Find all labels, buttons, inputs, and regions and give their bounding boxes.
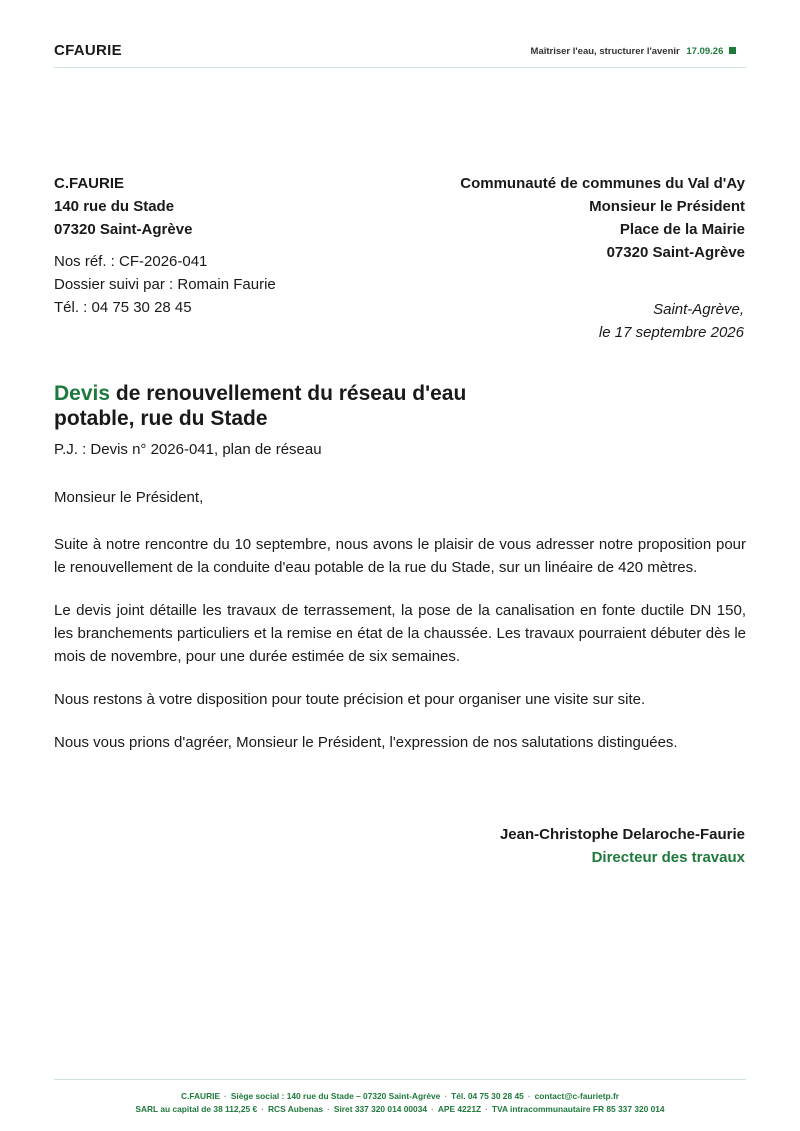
sender-phone: Tél. : 04 75 30 28 45 [54,299,192,316]
header-divider [54,67,746,68]
letter-body [54,486,746,754]
footer-email: contact@c-faurietp.fr [534,1091,620,1101]
letter-date: le 17 septembre 2026 [598,324,744,341]
recipient-city: 07320 Saint-Agrève [606,244,745,261]
recipient-person: Monsieur le Président [589,198,745,215]
sender-city: 07320 Saint-Agrève [54,221,193,238]
legal-footer [54,1090,746,1116]
letter-subject [54,381,514,431]
recipient-street: Place de la Mairie [619,221,745,238]
footer-line-1: C.FAURIE · Siège social : 140 rue du Stade – 07320 Saint-Agrève · Tél. 04 75 30 28 45 · contact@c-faurietp.fr [180,1091,620,1101]
header-date: 17.09.26 [686,46,724,57]
attachments-line: P.J. : Devis n° 2026-041, plan de réseau [54,441,322,458]
signature-block [500,823,745,869]
footer-vat: TVA intracommunautaire FR 85 337 320 014 [491,1104,665,1114]
footer-ape: APE 4221Z [437,1104,482,1114]
letter-place: Saint-Agrève, [653,301,744,318]
sender-address [54,172,192,241]
signatory-name: Jean-Christophe Delaroche-Faurie [499,826,745,843]
signatory-role: Directeur des travaux [591,849,745,866]
salutation: Monsieur le Président, [54,489,204,506]
footer-phone: Tél. 04 75 30 28 45 [451,1091,524,1101]
recipient-org: Communauté de communes du Val d'Ay [460,175,745,192]
recipient-address [460,172,745,264]
sender-street: 140 rue du Stade [54,198,175,215]
footer-siret: Siret 337 320 014 00034 [333,1104,428,1114]
our-reference: Nos réf. : CF-2026-041 [54,253,208,270]
body-paragraph-2: Le devis joint détaille les travaux de terrassement, la pose de la canalisation en fonte ductile DN 150, les branchements particuliers et la remise en état de la chaussée. Les travaux pourraient débuter dès le mois de novembre, pour une durée estimée de six semaines. [54,602,746,665]
place-and-date [599,298,744,344]
body-paragraph-1: Suite à notre rencontre du 10 septembre, nous avons le plaisir de vous adresser notre proposition pour le renouvellement de la conduite d'eau potable de la rue du Stade, sur un linéaire de 420 mètres. [54,536,746,576]
footer-company: C.FAURIE [180,1091,221,1101]
footer-divider [54,1079,746,1080]
followed-by: Dossier suivi par : Romain Faurie [54,276,276,293]
subject-rest: de renouvellement du réseau d'eau potable, rue du Stade [54,382,467,430]
subject-accent: Devis [54,382,111,405]
header-tagline [531,46,736,57]
company-logo: CFAURIE [54,42,122,59]
green-square-icon [729,47,736,54]
body-paragraph-4: Nous vous prions d'agréer, Monsieur le Président, l'expression de nos salutations distinguées. [54,734,678,751]
body-paragraph-3: Nous restons à votre disposition pour toute précision et pour organiser une visite sur site. [54,691,646,708]
sender-references [54,250,276,319]
footer-rcs: RCS Aubenas [268,1104,324,1114]
footer-head-office: Siège social : 140 rue du Stade – 07320 Saint-Agrève [230,1091,441,1101]
sender-name: C.FAURIE [54,175,125,192]
footer-capital: SARL au capital de 38 112,25 € [135,1104,258,1114]
tagline-text: Maîtriser l'eau, structurer l'avenir [530,46,680,57]
footer-line-2: SARL au capital de 38 112,25 € · RCS Aubenas · Siret 337 320 014 00034 · APE 4221Z · TVA intracommunautaire FR 85 337 320 014 [135,1104,665,1114]
